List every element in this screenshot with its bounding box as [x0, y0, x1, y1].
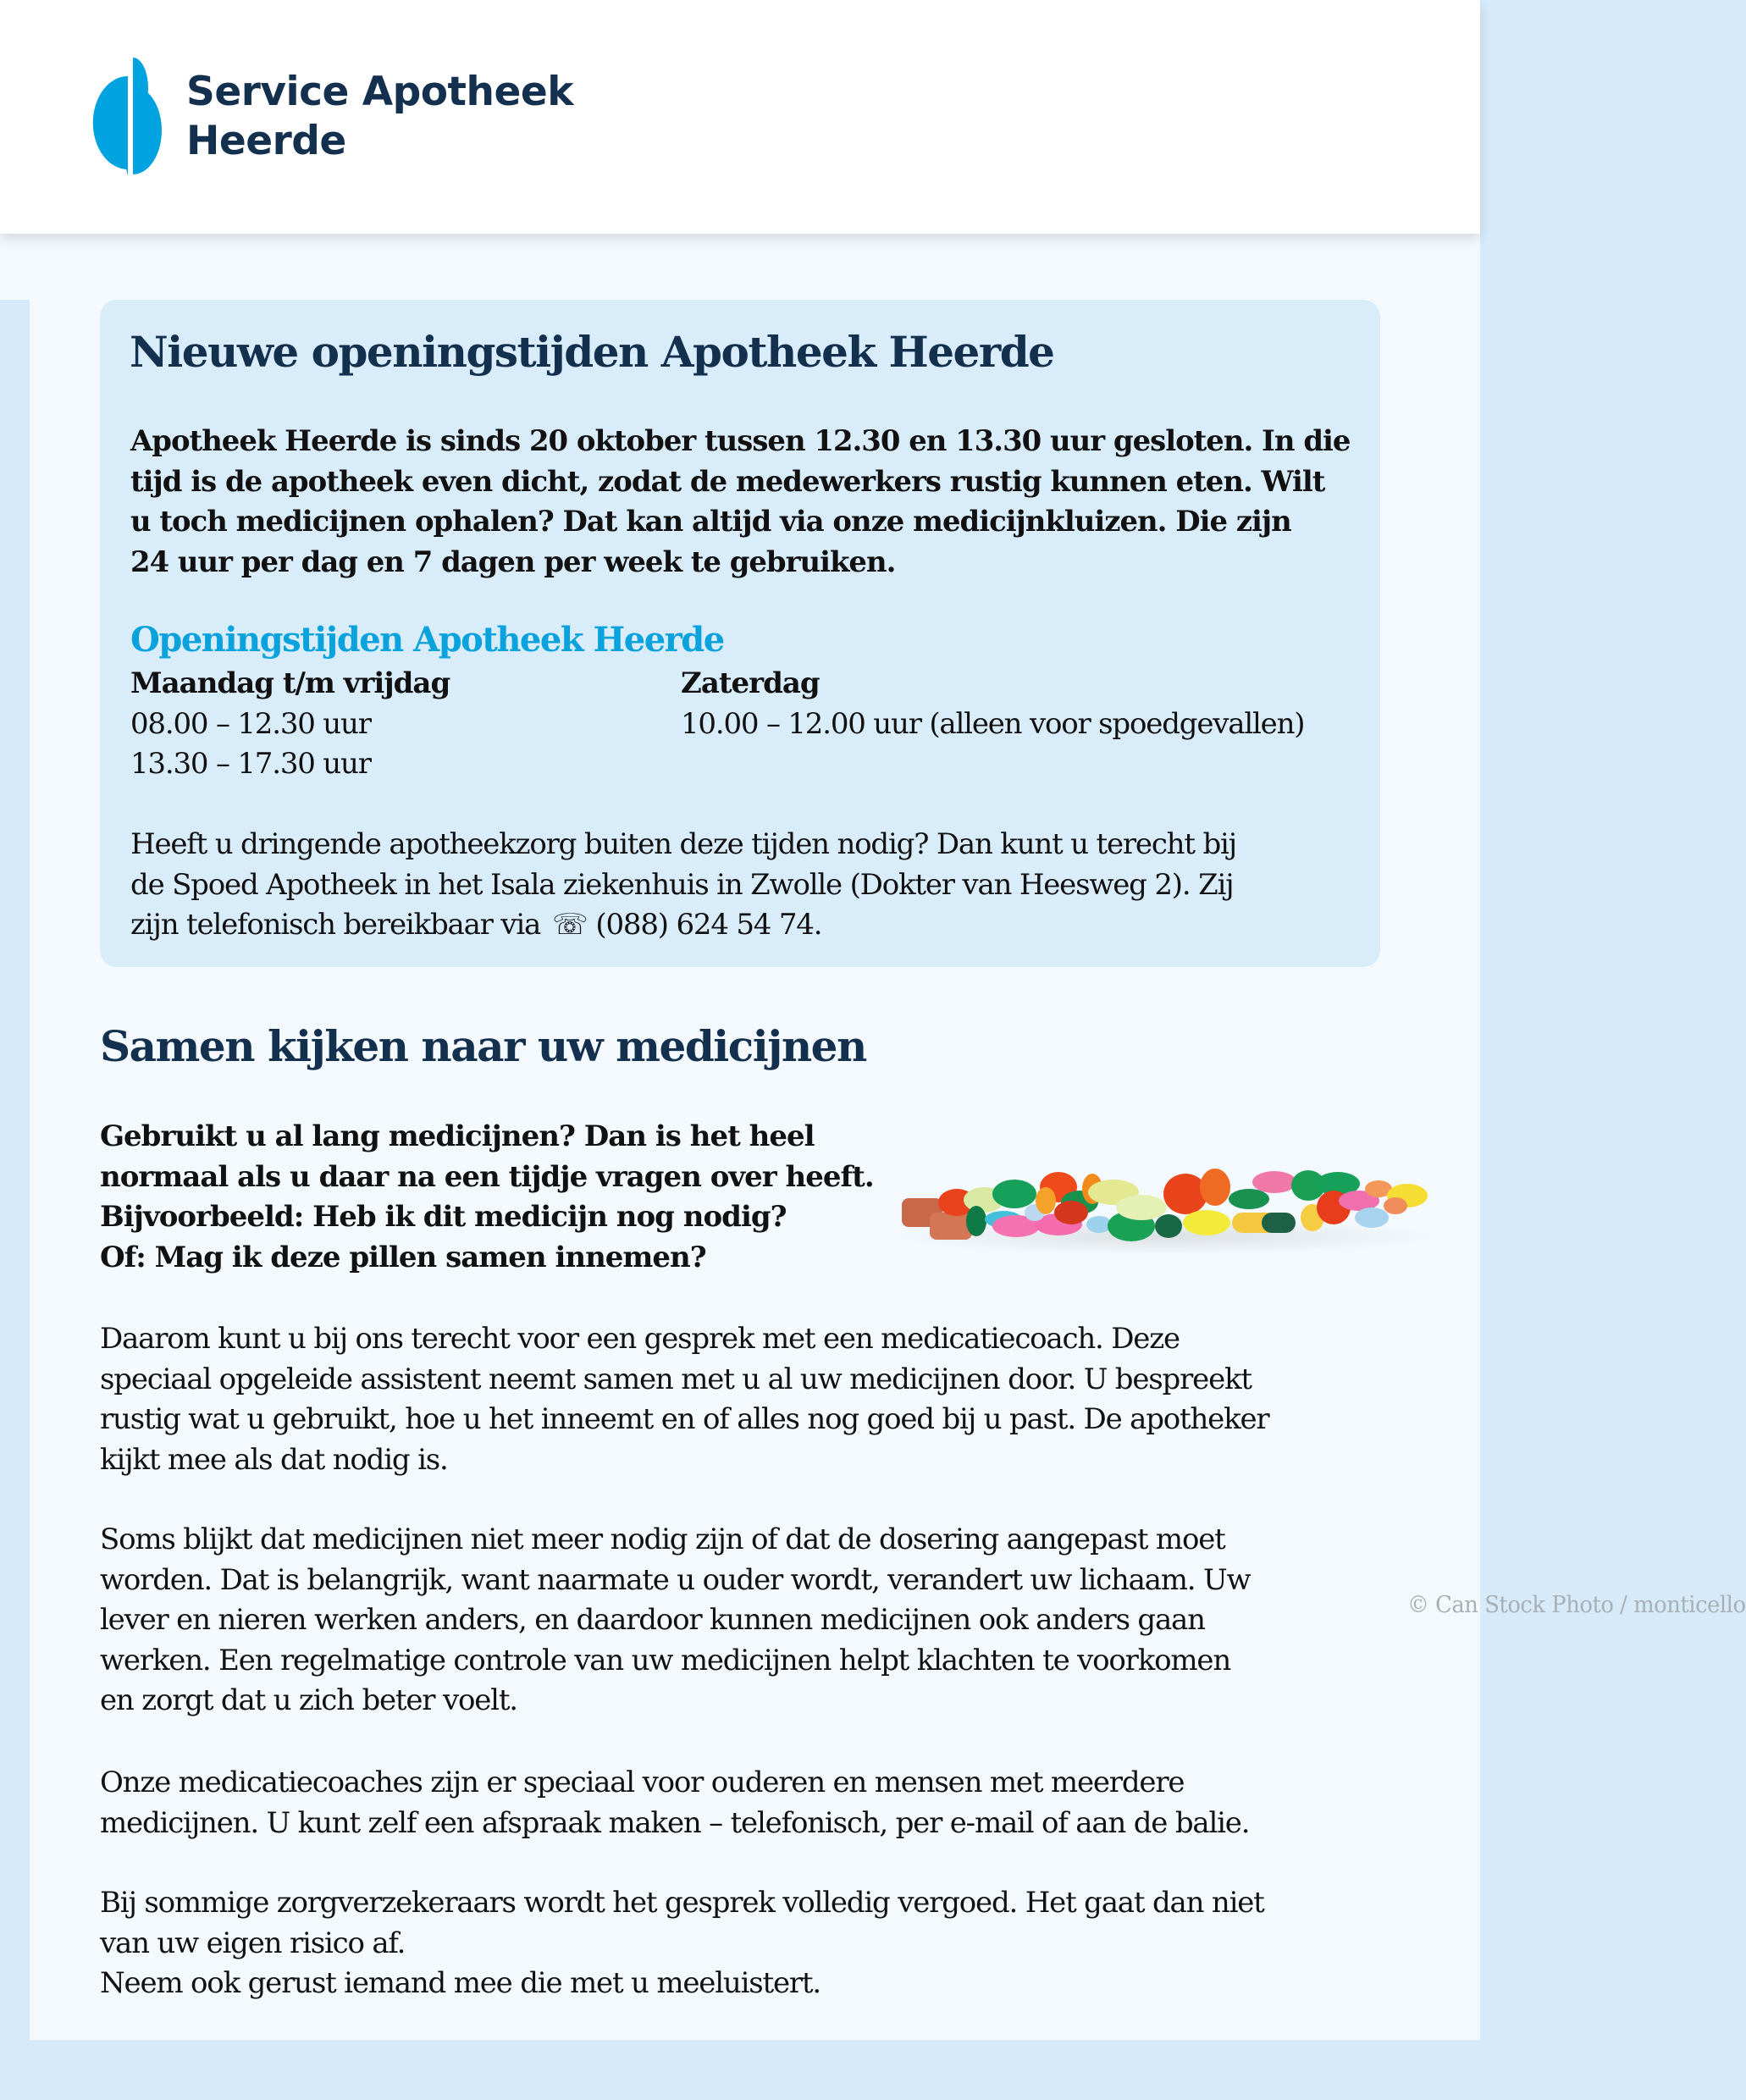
intro-line: 24 uur per dag en 7 dagen per week te gebruiken. [130, 544, 896, 579]
emergency-line: Heeft u dringende apotheekzorg buiten deze tijden nodig? Dan kunt u terecht bij [130, 827, 1237, 861]
brand-name [186, 68, 573, 166]
paragraph-line: Bij sommige zorgverzekeraars wordt het gesprek volledig vergoed. Het gaat dan niet [100, 1886, 1264, 1920]
paragraph-line: Daarom kunt u bij ons terecht voor een gesprek met een medicatiecoach. Deze [100, 1322, 1180, 1356]
saturday-hours-line: 10.00 – 12.00 uur (alleen voor spoedgevallen) [681, 706, 1305, 741]
article-paragraph-4 [100, 1883, 1264, 2004]
paragraph-line: kijkt mee als dat nodig is. [100, 1442, 448, 1477]
pills-photo-icon [889, 1135, 1439, 1262]
notice-title: Nieuwe openingstijden Apotheek Heerde [130, 327, 1054, 377]
intro-line: tijd is de apotheek even dicht, zodat de medewerkers rustig kunnen eten. Wilt [130, 464, 1325, 499]
page-header [0, 0, 1480, 234]
paragraph-line: medicijnen. U kunt zelf een afspraak maken – telefonisch, per e-mail of aan de balie. [100, 1805, 1250, 1840]
article-lead [100, 1117, 874, 1278]
weekdays-hours-line: 13.30 – 17.30 uur [130, 747, 371, 781]
intro-line: u toch medicijnen ophalen? Dat kan altijd via onze medicijnkluizen. Die zijn [130, 505, 1291, 539]
paragraph-line: worden. Dat is belangrijk, want naarmate u ouder wordt, verandert uw lichaam. Uw [100, 1562, 1251, 1597]
article-paragraph-3 [100, 1763, 1249, 1843]
emergency-line: zijn telefonisch bereikbaar via [130, 908, 541, 942]
paragraph-line: werken. Een regelmatige controle van uw medicijnen helpt klachten te voorkomen [100, 1643, 1231, 1677]
paragraph-line: Onze medicatiecoaches zijn er speciaal voor ouderen en mensen met meerdere [100, 1766, 1185, 1799]
paragraph-line: lever en nieren werken anders, en daardoor kunnen medicijnen ook anders gaan [100, 1603, 1205, 1637]
saturday-label: Zaterdag [681, 666, 820, 700]
emergency-line: de Spoed Apotheek in het Isala ziekenhuis in Zwolle (Dokter van Heesweg 2). Zij [130, 867, 1234, 902]
paragraph-line: Neem ook gerust iemand mee die met u meeluistert. [100, 1966, 821, 2000]
weekdays-label: Maandag t/m vrijdag [130, 666, 450, 700]
intro-line: Apotheek Heerde is sinds 20 oktober tussen 12.30 en 13.30 uur gesloten. In die [130, 424, 1351, 458]
article-title: Samen kijken naar uw medicijnen [100, 1021, 866, 1071]
weekday-hours [130, 664, 450, 785]
phone-icon: ☏ [552, 908, 588, 942]
phone-number: (088) 624 54 74. [595, 908, 822, 942]
photo-credit: © Can Stock Photo / monticello [1407, 1592, 1746, 1618]
paragraph-line: en zorgt dat u zich beter voelt. [100, 1683, 517, 1717]
hours-title: Openingstijden Apotheek Heerde [130, 620, 724, 660]
notice-intro [130, 422, 1350, 583]
lead-line: Bijvoorbeeld: Heb ik dit medicijn nog nodig? [100, 1200, 787, 1234]
article-paragraph-1 [100, 1319, 1268, 1480]
weekdays-hours-line: 08.00 – 12.30 uur [130, 706, 371, 741]
paragraph-line: van uw eigen risico af. [100, 1926, 406, 1960]
article-paragraph-2 [100, 1520, 1250, 1721]
left-accent-strip [0, 300, 30, 2100]
lead-line: normaal als u daar na een tijdje vragen over heeft. [100, 1159, 874, 1194]
saturday-hours [681, 664, 1304, 744]
paragraph-line: rustig wat u gebruikt, hoe u het inneemt en of alles nog goed bij u past. De apotheker [100, 1402, 1269, 1436]
brand-line-2: Heerde [186, 118, 346, 164]
paragraph-line: Soms blijkt dat medicijnen niet meer nodig zijn of dat de dosering aangepast moet [100, 1522, 1225, 1556]
brand-line-1: Service Apotheek [186, 69, 573, 115]
lead-line: Gebruikt u al lang medicijnen? Dan is het heel [100, 1119, 815, 1153]
lead-line: Of: Mag ik deze pillen samen innemen? [100, 1240, 706, 1274]
paragraph-line: speciaal opgeleide assistent neemt samen met u al uw medicijnen door. U bespreekt [100, 1362, 1251, 1396]
emergency-info [130, 825, 1236, 946]
service-apotheek-logo-icon [97, 58, 165, 176]
